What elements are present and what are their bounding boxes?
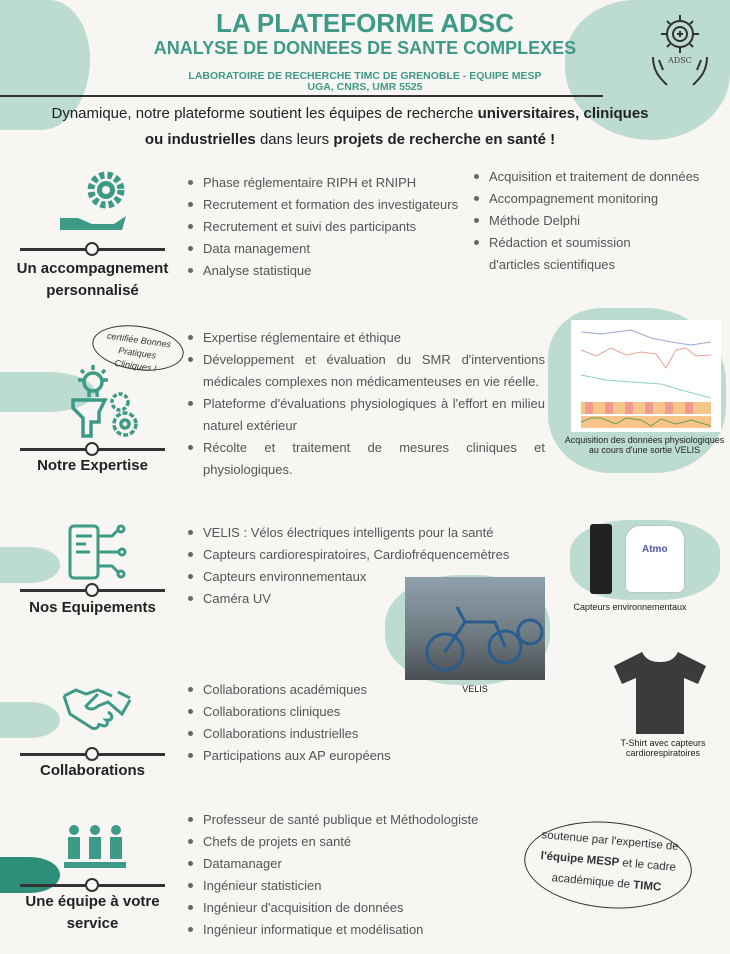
- list-item: Data management: [188, 238, 468, 260]
- section-label: Nos Equipements: [29, 599, 156, 616]
- list-item: Ingénieur d'acquisition de données: [188, 897, 518, 919]
- list-item: Recrutement et suivi des participants: [188, 216, 468, 238]
- section-divider-dot: [85, 878, 99, 892]
- sensor-device: [590, 524, 612, 594]
- list-item: Analyse statistique: [188, 260, 468, 282]
- expertise-list: [188, 327, 545, 481]
- list-item: Recrutement et formation des investigateurs: [188, 194, 468, 216]
- hand-gear-icon: [58, 168, 130, 239]
- tshirt-caption: T-Shirt avec capteurs cardiorespiratoires: [620, 738, 706, 758]
- team-list: [188, 809, 518, 941]
- smartphone-circuit-icon: [64, 522, 130, 587]
- velis-caption: VELIS: [462, 684, 488, 694]
- section-label: Notre Expertise: [37, 457, 148, 474]
- section-divider-dot: [85, 583, 99, 597]
- list-item: Capteurs cardiorespiratoires, Cardiofréquencemètres: [188, 544, 528, 566]
- accompaniment-list-right: [474, 166, 719, 276]
- physiological-data-chart-image: [571, 320, 721, 432]
- header-rule: [0, 95, 603, 97]
- page-title: LA PLATEFORME ADSC: [215, 8, 515, 38]
- team-icon: [62, 822, 128, 877]
- list-item: Plateforme d'évaluations physiologiques à l'effort en milieu naturel extérieur: [188, 393, 545, 437]
- sensors-image: [588, 520, 708, 595]
- velis-bikes-photo: [405, 577, 545, 680]
- logo-text: ADSC: [668, 56, 692, 65]
- list-item: Récolte et traitement de mesures cliniques et physiologiques.: [188, 437, 545, 481]
- sensor-pouch: [626, 526, 684, 592]
- list-item: Ingénieur statisticien: [188, 875, 518, 897]
- list-item: Collaborations industrielles: [188, 723, 448, 745]
- list-item: Datamanager: [188, 853, 518, 875]
- list-item: Acquisition et traitement de données: [474, 166, 719, 188]
- list-item: Capteurs environnementaux: [188, 566, 528, 588]
- list-item: Phase réglementaire RIPH et RNIPH: [188, 172, 468, 194]
- adsc-logo: [645, 12, 715, 87]
- bg-blob: [0, 702, 60, 738]
- list-item: Rédaction et soumission d'articles scientifiques: [474, 232, 654, 276]
- list-item: Ingénieur informatique et modélisation: [188, 919, 518, 941]
- list-item: Caméra UV: [188, 588, 528, 610]
- handshake-icon: [62, 684, 132, 739]
- support-note: soutenue par l'expertise de l'équipe MESP et le cadre académique de TIMC: [521, 815, 696, 915]
- chart-caption: Acquisition des données physiologiques au cours d'une sortie VELIS: [564, 435, 725, 455]
- list-item: VELIS : Vélos électriques intelligents pour la santé: [188, 522, 528, 544]
- certification-badge: certifiée Bonnes Pratiques Cliniques !: [89, 320, 186, 376]
- list-item: Participations aux AP européens: [188, 745, 448, 767]
- tshirt-image: [612, 650, 708, 734]
- section-divider-dot: [85, 442, 99, 456]
- section-label: Un accompagnement personnalisé: [16, 260, 169, 299]
- sensors-caption: Capteurs environnementaux: [573, 602, 687, 612]
- lab-name: LABORATOIRE DE RECHERCHE TIMC DE GRENOBLE - EQUIPE MESP: [188, 70, 542, 82]
- intro-part: Dynamique, notre plateforme soutient les équipes de recherche: [51, 105, 478, 122]
- section-label: Collaborations: [39, 762, 145, 779]
- list-item: Collaborations cliniques: [188, 701, 448, 723]
- lightbulb-gears-icon: [65, 362, 145, 445]
- collaborations-list: [188, 679, 448, 767]
- list-item: Professeur de santé publique et Méthodologiste: [188, 809, 518, 831]
- list-item: Méthode Delphi: [474, 210, 719, 232]
- intro-text: [40, 101, 660, 153]
- intro-bold: ou industrielles: [144, 131, 256, 148]
- page-subtitle: ANALYSE DE DONNEES DE SANTE COMPLEXES: [153, 38, 577, 58]
- intro-bold: universitaires, cliniques: [477, 105, 649, 122]
- section-divider-dot: [85, 747, 99, 761]
- atmo-label: Atmo: [642, 544, 668, 555]
- accompaniment-list-left: [188, 172, 468, 282]
- bg-blob: [0, 857, 60, 893]
- list-item: Expertise réglementaire et éthique: [188, 327, 545, 349]
- intro-part: dans leurs: [255, 131, 334, 148]
- intro-bold: projets de recherche en santé !: [333, 131, 556, 148]
- section-divider-dot: [85, 242, 99, 256]
- list-item: Chefs de projets en santé: [188, 831, 518, 853]
- bg-blob: [0, 547, 60, 583]
- list-item: Développement et évaluation du SMR d'interventions médicales complexes non médicamenteuses en vie réelle.: [188, 349, 545, 393]
- affiliation: UGA, CNRS, UMR 5525: [307, 81, 423, 93]
- section-label: Une équipe à votre service: [25, 893, 160, 932]
- list-item: Accompagnement monitoring: [474, 188, 719, 210]
- list-item: Collaborations académiques: [188, 679, 448, 701]
